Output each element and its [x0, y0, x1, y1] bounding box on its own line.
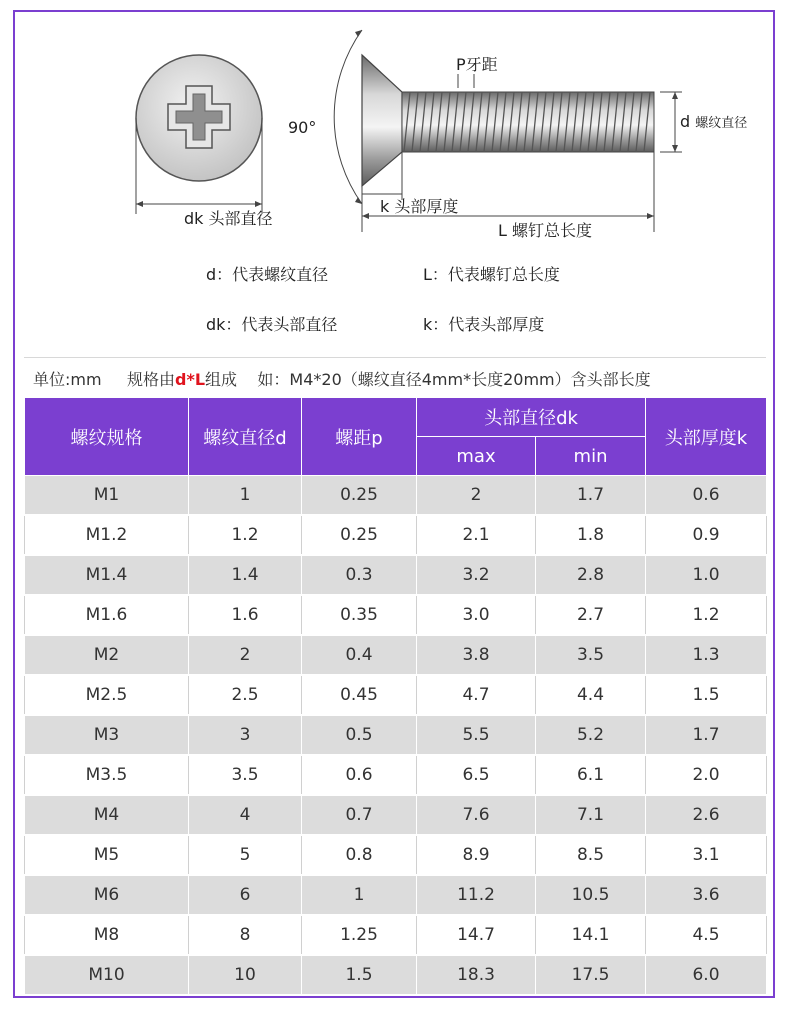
- cell-k: 2.0: [646, 755, 767, 795]
- L-label: L 螺钉总长度: [498, 221, 593, 240]
- table-row: [25, 955, 767, 995]
- k-label: k 头部厚度: [380, 197, 459, 216]
- cell-max: 2: [417, 476, 536, 516]
- spec-table: [24, 397, 767, 996]
- cell-max: 3.8: [417, 635, 536, 675]
- cell-k: 3.6: [646, 875, 767, 915]
- cell-min: 1.7: [536, 476, 646, 516]
- table-row: [25, 715, 767, 755]
- legend-d: d：代表螺纹直径: [206, 265, 329, 284]
- pitch-label: P牙距: [456, 55, 498, 74]
- cell-spec: M8: [25, 915, 189, 955]
- cell-spec: M10: [25, 955, 189, 995]
- spec-note: [33, 367, 651, 390]
- cell-spec: M1: [25, 476, 189, 516]
- angle-label: 90°: [288, 118, 317, 137]
- cell-p: 0.7: [302, 795, 417, 835]
- cell-p: 1: [302, 875, 417, 915]
- cell-spec: M1.6: [25, 595, 189, 635]
- cell-min: 4.4: [536, 675, 646, 715]
- table-row: [25, 875, 767, 915]
- cell-d: 2.5: [189, 675, 302, 715]
- cell-d: 5: [189, 835, 302, 875]
- cell-max: 11.2: [417, 875, 536, 915]
- cell-max: 18.3: [417, 955, 536, 995]
- screw-diagram: [0, 0, 790, 350]
- spec-suffix: 组成: [205, 370, 238, 389]
- table-row: [25, 476, 767, 516]
- cell-min: 7.1: [536, 795, 646, 835]
- cell-k: 3.1: [646, 835, 767, 875]
- header-diameter: 螺纹直径d: [189, 398, 302, 476]
- spec-prefix: 规格由: [127, 370, 176, 389]
- table-row: [25, 515, 767, 555]
- example-text: 如：M4*20（螺纹直径4mm*长度20mm）含头部长度: [257, 370, 651, 389]
- cell-k: 1.5: [646, 675, 767, 715]
- cell-k: 6.0: [646, 955, 767, 995]
- cell-max: 6.5: [417, 755, 536, 795]
- header-head-thickness: 头部厚度k: [646, 398, 767, 476]
- cell-p: 0.3: [302, 555, 417, 595]
- cell-d: 1: [189, 476, 302, 516]
- cell-spec: M1.2: [25, 515, 189, 555]
- cell-min: 6.1: [536, 755, 646, 795]
- cell-max: 3.2: [417, 555, 536, 595]
- cell-d: 1.6: [189, 595, 302, 635]
- table-row: [25, 795, 767, 835]
- cell-p: 0.8: [302, 835, 417, 875]
- cell-p: 1.5: [302, 955, 417, 995]
- spec-table-body: [25, 476, 767, 996]
- cell-k: 2.6: [646, 795, 767, 835]
- table-row: [25, 835, 767, 875]
- cell-d: 3: [189, 715, 302, 755]
- table-row: [25, 555, 767, 595]
- header-pitch: 螺距p: [302, 398, 417, 476]
- divider: [24, 357, 766, 358]
- cell-d: 10: [189, 955, 302, 995]
- cell-max: 3.0: [417, 595, 536, 635]
- screw-drawing: [0, 0, 790, 350]
- cell-spec: M4: [25, 795, 189, 835]
- cell-max: 8.9: [417, 835, 536, 875]
- spec-highlight: d*L: [175, 370, 206, 389]
- header-min: min: [536, 437, 646, 476]
- cell-d: 8: [189, 915, 302, 955]
- table-row: [25, 595, 767, 635]
- cell-k: 1.2: [646, 595, 767, 635]
- unit-text: 单位:mm: [33, 370, 102, 389]
- cell-max: 14.7: [417, 915, 536, 955]
- cell-spec: M6: [25, 875, 189, 915]
- cell-max: 7.6: [417, 795, 536, 835]
- cell-min: 8.5: [536, 835, 646, 875]
- cell-k: 1.0: [646, 555, 767, 595]
- cell-d: 1.2: [189, 515, 302, 555]
- cell-p: 0.35: [302, 595, 417, 635]
- cell-spec: M2: [25, 635, 189, 675]
- cell-min: 17.5: [536, 955, 646, 995]
- cell-k: 1.7: [646, 715, 767, 755]
- cell-d: 6: [189, 875, 302, 915]
- cell-d: 2: [189, 635, 302, 675]
- legend-dk: dk：代表头部直径: [206, 315, 338, 334]
- cell-min: 1.8: [536, 515, 646, 555]
- cell-k: 0.6: [646, 476, 767, 516]
- cell-p: 0.25: [302, 515, 417, 555]
- cell-k: 0.9: [646, 515, 767, 555]
- table-row: [25, 635, 767, 675]
- cell-min: 14.1: [536, 915, 646, 955]
- table-row: [25, 915, 767, 955]
- cell-p: 0.5: [302, 715, 417, 755]
- cell-spec: M3: [25, 715, 189, 755]
- cell-k: 4.5: [646, 915, 767, 955]
- cell-min: 10.5: [536, 875, 646, 915]
- cell-spec: M3.5: [25, 755, 189, 795]
- table-row: [25, 675, 767, 715]
- d-label: [680, 112, 747, 131]
- cell-spec: M1.4: [25, 555, 189, 595]
- cell-max: 2.1: [417, 515, 536, 555]
- legend-k: k：代表头部厚度: [423, 315, 545, 334]
- cell-min: 2.7: [536, 595, 646, 635]
- cell-p: 0.4: [302, 635, 417, 675]
- header-max: max: [417, 437, 536, 476]
- cell-p: 1.25: [302, 915, 417, 955]
- dk-label: dk 头部直径: [184, 209, 273, 228]
- head-top-view: [136, 55, 262, 214]
- d-symbol: d: [680, 112, 691, 131]
- cell-spec: M5: [25, 835, 189, 875]
- cell-p: 0.45: [302, 675, 417, 715]
- legend-L: L：代表螺钉总长度: [423, 265, 560, 284]
- header-head-diameter: 头部直径dk: [417, 398, 646, 437]
- cell-min: 5.2: [536, 715, 646, 755]
- cell-max: 5.5: [417, 715, 536, 755]
- table-row: [25, 755, 767, 795]
- cell-d: 4: [189, 795, 302, 835]
- d-description: 螺纹直径: [695, 116, 748, 131]
- cell-max: 4.7: [417, 675, 536, 715]
- cell-k: 1.3: [646, 635, 767, 675]
- cell-d: 3.5: [189, 755, 302, 795]
- cell-d: 1.4: [189, 555, 302, 595]
- cell-min: 3.5: [536, 635, 646, 675]
- cell-p: 0.25: [302, 476, 417, 516]
- cell-spec: M2.5: [25, 675, 189, 715]
- cell-p: 0.6: [302, 755, 417, 795]
- header-spec: 螺纹规格: [25, 398, 189, 476]
- cell-min: 2.8: [536, 555, 646, 595]
